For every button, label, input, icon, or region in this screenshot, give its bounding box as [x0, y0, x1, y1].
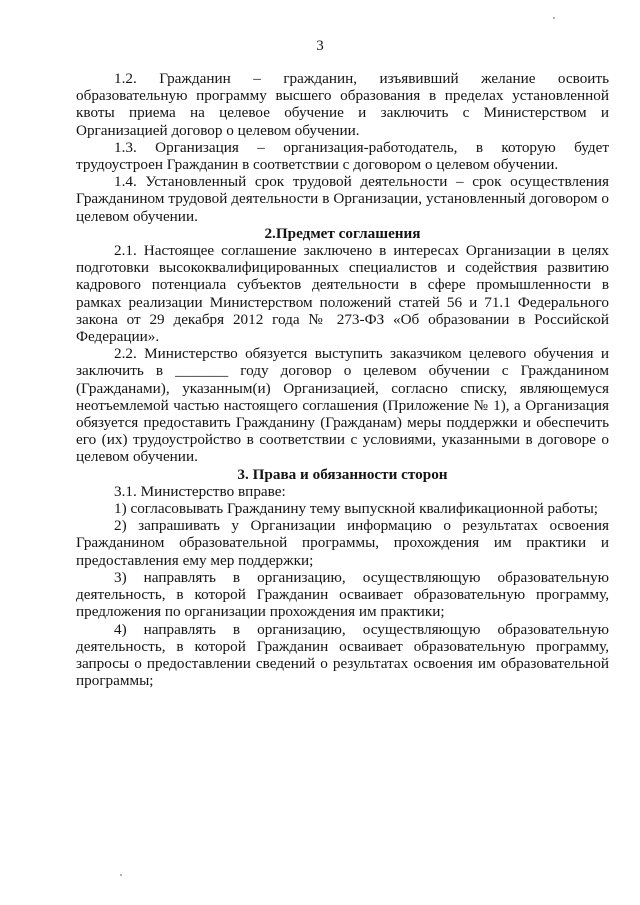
- clause-2-2: 2.2. Министерство обязуется выступить заказчиком целевого обучения и заключить в _______ году договор о целевом обучении с Гражданином (Гражданами), указанным(и) Организацией, согласно списку, являющемуся неотъемлемой частью настоящего соглашения (Приложение № 1), а Организация обязуется предоставить Гражданину (Гражданам) меры поддержки и обеспечить его (их) трудоустройство в соответствии с условиями, указанными в договоре о целевом обучении.: [76, 345, 609, 466]
- list-item-2: 2) запрашивать у Организации информацию о результатах освоения Гражданином образовательной программы, прохождения им практики и предоставления ему мер поддержки;: [76, 517, 609, 569]
- list-item-1: 1) согласовывать Гражданину тему выпускной квалификационной работы;: [114, 500, 599, 518]
- section-2-heading: 2.Предмет соглашения: [264, 224, 421, 242]
- definition-1-4: 1.4. Установленный срок трудовой деятельности – срок осуществления Гражданином трудовой деятельности в Организации, установленный договором о целевом обучении.: [76, 173, 609, 225]
- page-number: 3: [316, 38, 324, 54]
- clause-2-1: 2.1. Настоящее соглашение заключено в интересах Организации в целях подготовки высококвалифицированных специалистов и содействия развитию кадрового потенциала субъектов деятельности в сфере промышленности в рамках реализации Министерством положений статей 56 и 71.1 Федерального закона от 29 декабря 2012 года № 273-ФЗ «Об образовании в Российской Федерации».: [76, 242, 609, 346]
- definition-1-3: 1.3. Организация – организация-работодатель, в которую будет трудоустроен Гражданин в соответствии с договором о целевом обучении.: [76, 138, 609, 174]
- scan-speck: [120, 874, 122, 876]
- list-item-3: 3) направлять в организацию, осуществляющую образовательную деятельность, в которой Гражданин осваивает образовательную программу, предложения по организации прохождения им практики;: [76, 568, 609, 621]
- scan-speck: [553, 17, 555, 19]
- clause-3-1: 3.1. Министерство вправе:: [114, 482, 286, 500]
- document-body: [76, 70, 609, 689]
- definition-1-2: 1.2. Гражданин – гражданин, изъявивший желание освоить образовательную программу высшего образования в пределах установленной квоты приема на целевое обучение и заключить с Министерством и Организацией договор о целевом обучении.: [76, 70, 609, 139]
- list-item-4: 4) направлять в организацию, осуществляющую образовательную деятельность, в которой Гражданин осваивает образовательную программу, запросы о предоставлении сведений о результатах освоения им образовательной программы;: [76, 620, 609, 690]
- section-3-heading: 3. Права и обязанности сторон: [237, 465, 448, 483]
